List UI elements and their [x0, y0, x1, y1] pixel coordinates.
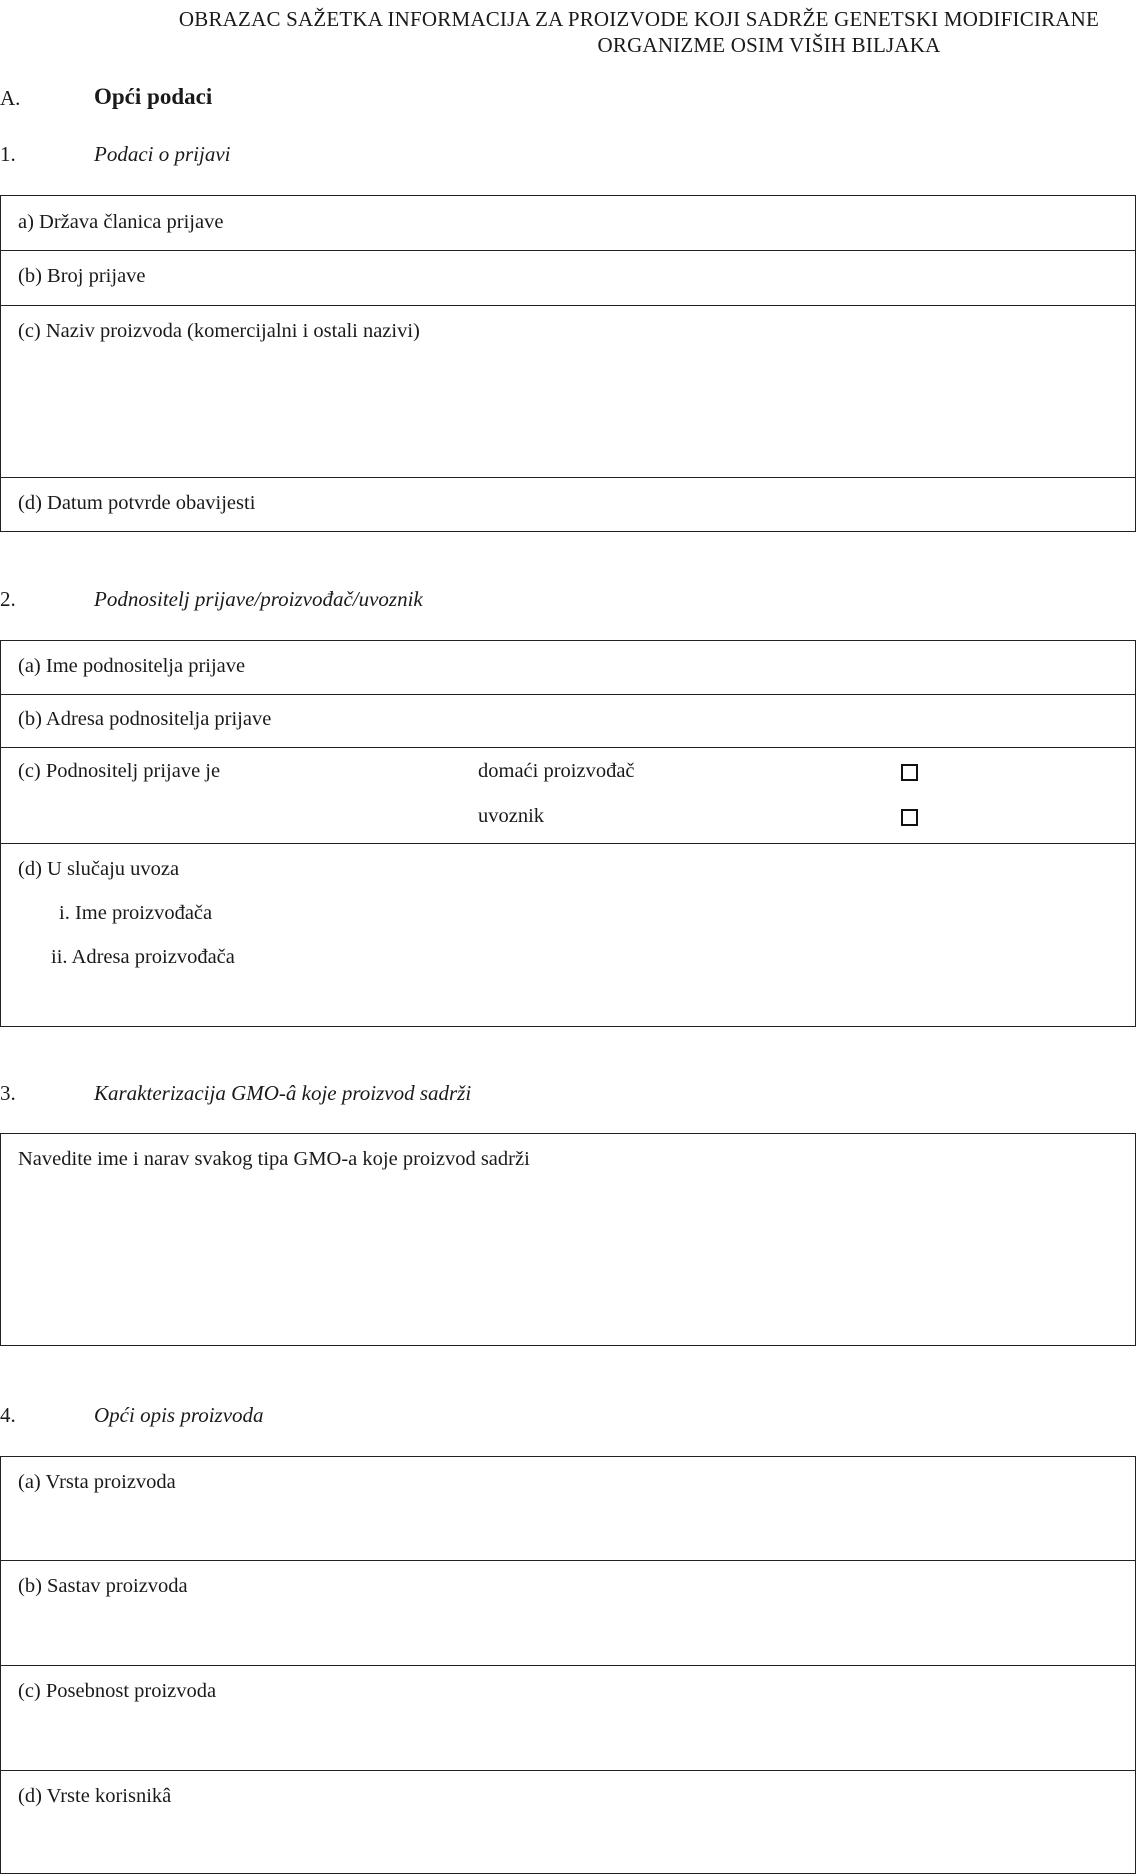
field-gmo-description[interactable] [1, 1134, 1135, 1345]
field-product-type-label: (a) Vrsta proizvoda [18, 1471, 176, 1493]
field-confirmation-date[interactable] [1, 477, 1135, 532]
field-product-composition[interactable] [1, 1560, 1135, 1666]
section-1-title: Podaci o prijavi [94, 142, 231, 166]
field-product-name-label: (c) Naziv proizvoda (komercijalni i ostali nazivi) [18, 320, 420, 342]
form-title [0, 6, 1138, 58]
field-applicant-address[interactable] [1, 694, 1135, 748]
form-title-line2: ORGANIZME OSIM VIŠIH BILJAKA [597, 33, 941, 57]
field-product-specificity[interactable] [1, 1665, 1135, 1771]
section-3-title: Karakterizacija GMO-â koje proizvod sadrži [94, 1081, 472, 1105]
field-user-types[interactable] [1, 1770, 1135, 1874]
section-3-table [0, 1133, 1136, 1346]
field-member-state[interactable] [1, 196, 1135, 250]
form-title-line1: OBRAZAC SAŽETKA INFORMACIJA ZA PROIZVODE KOJI SADRŽE GENETSKI MODIFICIRANE [178, 7, 1100, 31]
field-applicant-name-label: (a) Ime podnositelja prijave [18, 655, 246, 677]
field-applicant-address-label: (b) Adresa podnositelja prijave [18, 708, 272, 730]
field-applicant-name[interactable] [1, 641, 1135, 694]
field-confirmation-date-label: (d) Datum potvrde obavijesti [18, 492, 256, 514]
section-a-title: Opći podaci [94, 84, 213, 109]
field-import-details[interactable] [1, 843, 1135, 1027]
field-gmo-description-label: Navedite ime i narav svakog tipa GMO-a koje proizvod sadrži [18, 1148, 530, 1170]
field-producer-name-label: i. Ime proizvođača [59, 902, 213, 924]
section-2-table [0, 640, 1136, 1027]
section-a-letter: A. [0, 86, 21, 110]
field-product-name[interactable] [1, 305, 1135, 478]
field-product-type[interactable] [1, 1457, 1135, 1560]
section-1-number: 1. [0, 142, 16, 166]
section-2-title: Podnositelj prijave/proizvođač/uvoznik [94, 587, 423, 611]
field-notification-number[interactable] [1, 250, 1135, 306]
field-import-details-label: (d) U slučaju uvoza [18, 858, 180, 880]
option-domestic-producer-label: domaći proizvođač [478, 760, 635, 782]
section-4-number: 4. [0, 1403, 16, 1427]
field-product-specificity-label: (c) Posebnost proizvoda [18, 1680, 217, 1702]
field-product-composition-label: (b) Sastav proizvoda [18, 1575, 188, 1597]
field-applicant-type-label: (c) Podnositelj prijave je [18, 760, 221, 782]
option-importer-label: uvoznik [478, 805, 545, 827]
checkbox-importer[interactable] [901, 809, 918, 826]
field-notification-number-label: (b) Broj prijave [18, 265, 146, 287]
checkbox-domestic-producer[interactable] [901, 764, 918, 781]
section-1-table [0, 195, 1136, 532]
section-4-table [0, 1456, 1136, 1874]
section-2-number: 2. [0, 587, 16, 611]
section-3-number: 3. [0, 1081, 16, 1105]
field-producer-address-label: ii. Adresa proizvođača [51, 946, 235, 968]
field-member-state-label: a) Država članica prijave [18, 211, 224, 233]
field-user-types-label: (d) Vrste korisnikâ [18, 1785, 172, 1807]
section-4-title: Opći opis proizvoda [94, 1403, 264, 1427]
field-applicant-type [1, 747, 1135, 844]
